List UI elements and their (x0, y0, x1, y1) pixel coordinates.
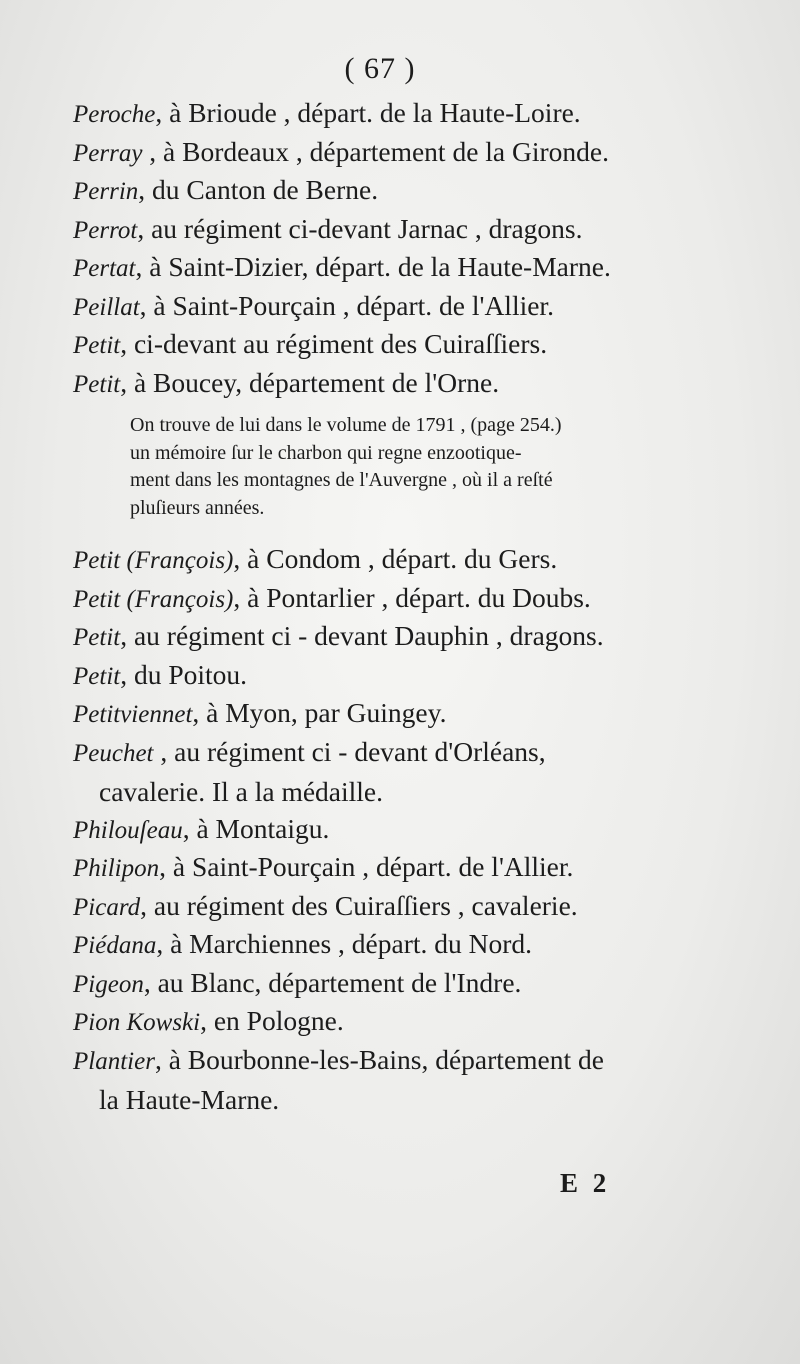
entry-name: Piédana (73, 932, 157, 959)
note-line: un mémoire ſur le charbon qui regne enzootique- (130, 441, 522, 464)
entry-name: Pion Kowski (73, 1009, 201, 1036)
entry-name: Petitviennet (73, 701, 193, 728)
list-item (73, 925, 713, 964)
entry-name: Peillat (73, 293, 140, 321)
entry-text: , à Saint-Pourçain , départ. de l'Allier. (139, 289, 554, 321)
entry-name: Peuchet (73, 739, 154, 767)
list-item (73, 656, 713, 695)
entry-name: Peroche (73, 101, 156, 128)
list-item (73, 1041, 713, 1118)
entry-text: , à Marchiennes , départ. du Nord. (156, 928, 533, 959)
entry-text: , à Bordeaux , département de la Gironde. (142, 135, 609, 167)
entry-text: , ci-devant au régiment des Cuiraſſiers. (120, 328, 548, 359)
entry-name: Petit (François) (73, 585, 234, 613)
entry-text: , au régiment ci - devant d'Orléans, (153, 735, 546, 767)
list-item (73, 325, 713, 364)
signature-mark: E 2 (560, 1168, 611, 1198)
entry-name: Perray (73, 139, 143, 167)
entry-name: Petit (73, 332, 121, 359)
entry-name: Pertat (73, 255, 136, 282)
list-item (73, 171, 713, 210)
register-list (73, 94, 713, 1118)
entry-text: , à Condom , départ. du Gers. (233, 543, 558, 574)
entry-name: Pigeon (73, 970, 144, 998)
list-item (73, 733, 713, 810)
list-item (73, 133, 713, 172)
page-number: ( 67 ) (344, 52, 416, 85)
list-item (73, 579, 713, 618)
note-line: On trouve de lui dans le volume de 1791 , (page 254.) (130, 414, 562, 436)
list-item (73, 617, 713, 656)
entry-text: , à Montaigu. (182, 812, 330, 844)
entry-name: Petit (73, 370, 121, 398)
note-line: pluſieurs années. (130, 496, 265, 519)
entry-name: Picard (73, 893, 141, 921)
entry-name: Petit (73, 624, 121, 651)
entry-name: Petit (73, 662, 121, 690)
entry-text: , au régiment des Cuiraſſiers , cavalerie. (140, 889, 578, 921)
entry-text: , au régiment ci - devant Dauphin , dragons. (120, 620, 604, 651)
entry-text: , à Myon, par Guingey. (192, 697, 447, 728)
entry-text: , à Saint-Dizier, départ. de la Haute-Marne. (135, 251, 611, 282)
entry-text: , à Saint-Pourçain , départ. de l'Allier. (159, 851, 574, 882)
entry-text: , du Poitou. (120, 658, 248, 690)
list-item (73, 694, 713, 733)
entry-continuation: cavalerie. Il a la médaille. (99, 776, 383, 807)
entry-text: , à Bourbonne-les-Bains, département de (154, 1043, 604, 1075)
entry-text: , à Brioude , départ. de la Haute-Loire. (155, 97, 581, 128)
entry-name: Philouſeau (73, 816, 183, 844)
entry-text: , au régiment ci-devant Jarnac , dragons. (137, 212, 583, 244)
list-item (73, 248, 713, 287)
entry-name: Philipon (73, 855, 160, 882)
list-item (73, 364, 713, 403)
entry-name: Petit (François) (73, 547, 234, 574)
list-item (73, 94, 713, 133)
list-item (73, 540, 713, 579)
list-item (73, 964, 713, 1003)
entry-continuation: la Haute-Marne. (99, 1084, 280, 1115)
list-item (73, 287, 713, 326)
entry-text: , en Pologne. (200, 1005, 344, 1036)
entry-name: Plantier (73, 1047, 155, 1075)
entry-text: , à Pontarlier , départ. du Doubs. (233, 581, 591, 613)
entry-name: Perrin (73, 178, 139, 205)
note-paragraph (73, 402, 700, 540)
entry-text: , du Canton de Berne. (138, 174, 379, 205)
note-line: ment dans les montagnes de l'Auvergne , où il a reſté (130, 469, 553, 491)
list-item (73, 210, 713, 249)
list-item (73, 887, 713, 926)
entry-name: Perrot (73, 216, 138, 244)
list-item (73, 848, 713, 887)
list-item (73, 810, 713, 849)
entry-text: , au Blanc, département de l'Indre. (143, 966, 522, 998)
list-item (73, 1002, 713, 1041)
entry-text: , à Boucey, département de l'Orne. (120, 366, 500, 398)
